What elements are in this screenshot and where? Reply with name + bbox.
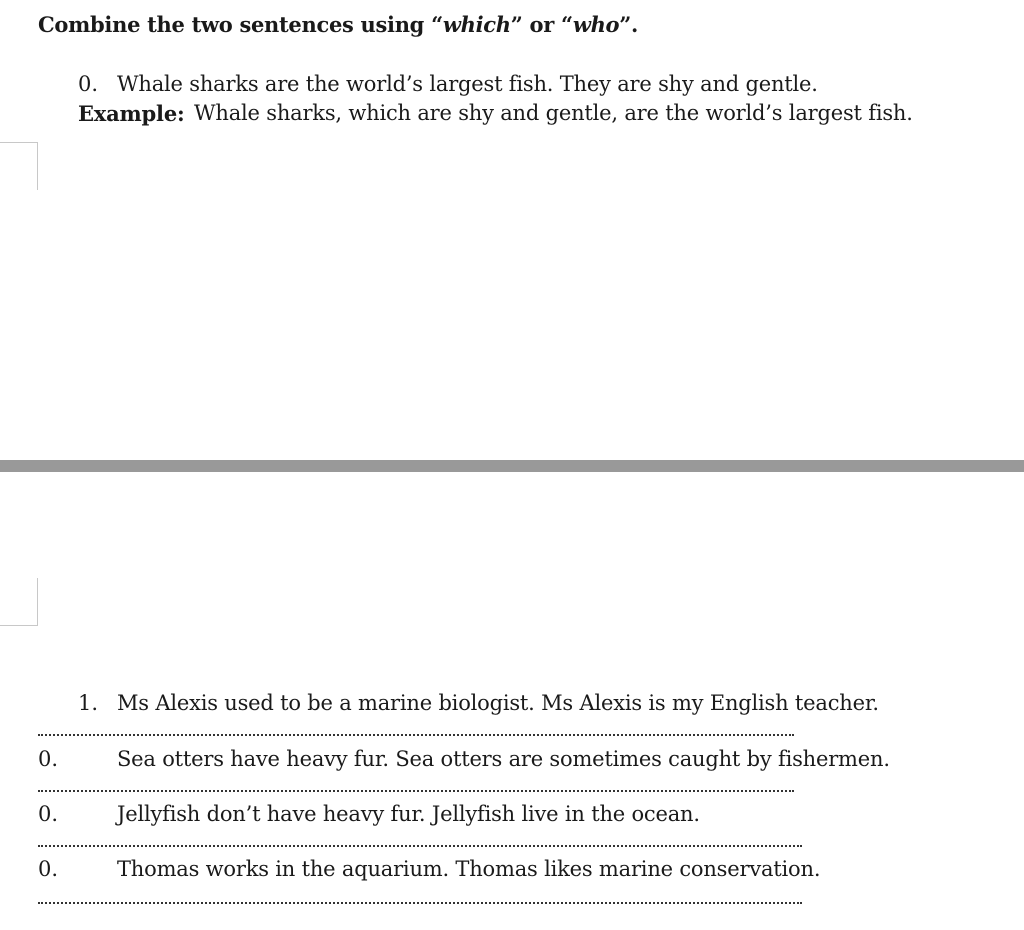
exercise-sentence: Jellyfish don’t have heavy fur. Jellyfish live in the ocean.	[117, 802, 700, 826]
heading-connector: or	[522, 12, 562, 37]
answer-line[interactable]	[38, 845, 802, 847]
heading-quote-open-1: “	[431, 12, 443, 37]
exercise-sentence: Sea otters have heavy fur. Sea otters are sometimes caught by fishermen.	[117, 747, 890, 771]
exercise-sentence: Ms Alexis used to be a marine biologist. Ms Alexis is my English teacher.	[117, 691, 879, 715]
exercise-sentence: Thomas works in the aquarium. Thomas likes marine conservation.	[117, 857, 821, 881]
answer-line[interactable]	[38, 902, 802, 904]
exercise-number: 0.	[38, 857, 59, 881]
heading-prefix: Combine the two sentences using	[38, 12, 432, 37]
heading-quote-close-2: ”.	[619, 12, 639, 37]
heading-quote-close-1: ”	[510, 12, 523, 37]
exercise-number: 1.	[78, 691, 99, 715]
text-boundary-marker	[0, 142, 38, 190]
page-one	[0, 0, 1024, 460]
example-item-sentence: Whale sharks are the world’s largest fish. They are shy and gentle.	[117, 72, 818, 96]
answer-line[interactable]	[38, 734, 794, 736]
exercise-number: 0.	[38, 802, 59, 826]
answer-line[interactable]	[38, 790, 794, 792]
example-answer: Whale sharks, which are shy and gentle, are the world’s largest fish.	[194, 101, 913, 125]
heading-quote-open-2: “	[561, 12, 573, 37]
example-label: Example:	[78, 101, 185, 126]
heading-word-which: which	[442, 12, 511, 37]
example-item-number: 0.	[78, 72, 99, 96]
instructions-heading	[38, 12, 638, 37]
text-boundary-marker	[0, 578, 38, 626]
heading-word-who: who	[572, 12, 620, 37]
exercise-number: 0.	[38, 747, 59, 771]
page-separator	[0, 460, 1024, 472]
